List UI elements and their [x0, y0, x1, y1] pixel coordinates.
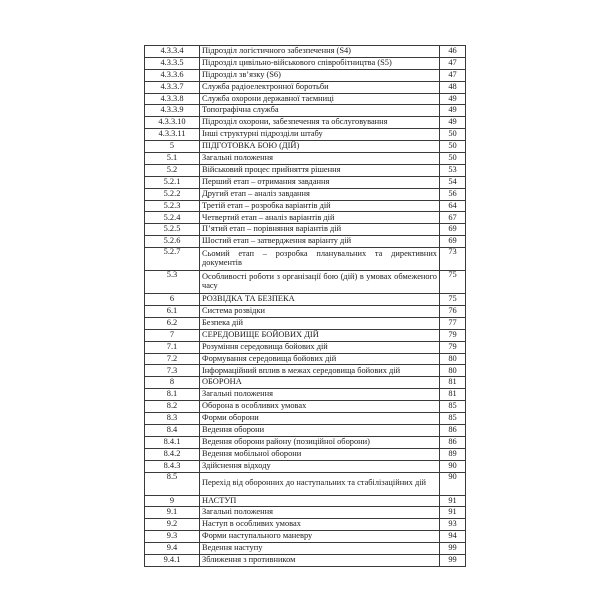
- toc-row: [145, 554, 466, 566]
- toc-page-number: 49: [440, 93, 466, 105]
- toc-row: [145, 248, 466, 271]
- toc-page-number: 75: [440, 271, 466, 294]
- toc-section-title: Другий етап – аналіз завдання: [200, 188, 440, 200]
- toc-page-number: 77: [440, 317, 466, 329]
- toc-section-title: Сьомий етап – розробка планувальних та директивних документів: [200, 248, 440, 271]
- toc-row: [145, 329, 466, 341]
- toc-section-number: 8.1: [145, 389, 200, 401]
- toc-section-title: Зближення з противником: [200, 554, 440, 566]
- toc-row: [145, 472, 466, 495]
- toc-page-number: 47: [440, 69, 466, 81]
- toc-section-number: 9.4.1: [145, 554, 200, 566]
- toc-page-number: 67: [440, 212, 466, 224]
- toc-section-number: 4.3.3.7: [145, 81, 200, 93]
- toc-section-title: Перший етап – отримання завдання: [200, 176, 440, 188]
- toc-page-number: 64: [440, 200, 466, 212]
- toc-page-number: 94: [440, 531, 466, 543]
- toc-row: [145, 294, 466, 306]
- toc-section-title: Підрозділ логістичного забезпечення (S4): [200, 46, 440, 58]
- toc-section-number: 5.2.7: [145, 248, 200, 271]
- toc-row: [145, 200, 466, 212]
- toc-row: [145, 224, 466, 236]
- toc-page-number: 76: [440, 306, 466, 318]
- toc-section-number: 5: [145, 141, 200, 153]
- toc-page-number: 91: [440, 495, 466, 507]
- toc-page-number: 50: [440, 153, 466, 165]
- toc-section-title: Військовий процес прийняття рішення: [200, 164, 440, 176]
- toc-section-title: Загальні положення: [200, 153, 440, 165]
- toc-row: [145, 531, 466, 543]
- toc-section-title: РОЗВІДКА ТА БЕЗПЕКА: [200, 294, 440, 306]
- toc-section-number: 7.1: [145, 341, 200, 353]
- toc-section-title: Ведення оборони району (позиційної оборони): [200, 436, 440, 448]
- toc-section-title: ОБОРОНА: [200, 377, 440, 389]
- toc-section-title: Розуміння середовища бойових дій: [200, 341, 440, 353]
- toc-section-title: Оборона в особливих умовах: [200, 401, 440, 413]
- toc-section-number: 5.2.2: [145, 188, 200, 200]
- toc-section-title: Четвертий етап – аналіз варіантів дій: [200, 212, 440, 224]
- toc-row: [145, 543, 466, 555]
- toc-row: [145, 153, 466, 165]
- toc-section-number: 6: [145, 294, 200, 306]
- toc-page-number: 90: [440, 460, 466, 472]
- toc-section-title: Загальні положення: [200, 507, 440, 519]
- toc-row: [145, 341, 466, 353]
- toc-page-number: 90: [440, 472, 466, 495]
- table-of-contents: [144, 45, 466, 567]
- toc-page-number: 91: [440, 507, 466, 519]
- toc-row: [145, 129, 466, 141]
- toc-row: [145, 176, 466, 188]
- toc-page-number: 93: [440, 519, 466, 531]
- toc-section-number: 5.1: [145, 153, 200, 165]
- toc-page-number: 79: [440, 329, 466, 341]
- toc-page-number: 79: [440, 341, 466, 353]
- toc-row: [145, 519, 466, 531]
- toc-section-number: 8.2: [145, 401, 200, 413]
- toc-page-number: 56: [440, 188, 466, 200]
- toc-page-number: 50: [440, 141, 466, 153]
- toc-section-number: 5.3: [145, 271, 200, 294]
- toc-section-number: 4.3.3.10: [145, 117, 200, 129]
- toc-row: [145, 236, 466, 248]
- toc-row: [145, 495, 466, 507]
- toc-section-title: Інформаційний вплив в межах середовища бойових дій: [200, 365, 440, 377]
- toc-section-title: Формування середовища бойових дій: [200, 353, 440, 365]
- toc-section-title: Служба радіоелектронної боротьби: [200, 81, 440, 93]
- toc-section-title: Ведення наступу: [200, 543, 440, 555]
- toc-row: [145, 436, 466, 448]
- toc-row: [145, 271, 466, 294]
- toc-section-number: 8.4.1: [145, 436, 200, 448]
- toc-section-title: Топографічна служба: [200, 105, 440, 117]
- toc-row: [145, 164, 466, 176]
- toc-section-number: 8.4.3: [145, 460, 200, 472]
- toc-row: [145, 81, 466, 93]
- toc-page-number: 86: [440, 436, 466, 448]
- toc-row: [145, 448, 466, 460]
- toc-section-number: 8.5: [145, 472, 200, 495]
- toc-row: [145, 365, 466, 377]
- toc-section-number: 9.2: [145, 519, 200, 531]
- toc-row: [145, 507, 466, 519]
- toc-page-number: 86: [440, 424, 466, 436]
- toc-section-number: 8.4: [145, 424, 200, 436]
- toc-row: [145, 57, 466, 69]
- toc-page-number: 85: [440, 401, 466, 413]
- toc-section-title: НАСТУП: [200, 495, 440, 507]
- toc-section-number: 7: [145, 329, 200, 341]
- toc-section-number: 9.4: [145, 543, 200, 555]
- toc-section-number: 4.3.3.11: [145, 129, 200, 141]
- toc-section-title: Перехід від оборонних до наступальних та стабілізаційних дій: [200, 472, 440, 495]
- toc-section-title: Безпека дій: [200, 317, 440, 329]
- toc-section-number: 5.2: [145, 164, 200, 176]
- toc-section-number: 8.4.2: [145, 448, 200, 460]
- toc-section-title: Наступ в особливих умовах: [200, 519, 440, 531]
- toc-section-number: 6.2: [145, 317, 200, 329]
- toc-section-title: Третій етап – розробка варіантів дій: [200, 200, 440, 212]
- toc-page-number: 85: [440, 413, 466, 425]
- toc-row: [145, 117, 466, 129]
- toc-section-number: 5.2.4: [145, 212, 200, 224]
- toc-section-number: 5.2.5: [145, 224, 200, 236]
- toc-section-number: 6.1: [145, 306, 200, 318]
- toc-section-number: 7.2: [145, 353, 200, 365]
- toc-page-number: 69: [440, 224, 466, 236]
- toc-section-number: 5.2.6: [145, 236, 200, 248]
- toc-body: [145, 46, 466, 567]
- toc-section-number: 7.3: [145, 365, 200, 377]
- toc-section-title: Форми оборони: [200, 413, 440, 425]
- toc-row: [145, 105, 466, 117]
- toc-page-number: 49: [440, 105, 466, 117]
- toc-section-title: Шостий етап – затвердження варіанту дій: [200, 236, 440, 248]
- toc-section-title: ПІДГОТОВКА БОЮ (ДІЙ): [200, 141, 440, 153]
- toc-row: [145, 413, 466, 425]
- toc-section-title: СЕРЕДОВИЩЕ БОЙОВИХ ДІЙ: [200, 329, 440, 341]
- toc-section-title: Інші структурні підрозділи штабу: [200, 129, 440, 141]
- toc-section-title: Підрозділ цивільно-військового співробітництва (S5): [200, 57, 440, 69]
- toc-section-number: 4.3.3.8: [145, 93, 200, 105]
- toc-row: [145, 141, 466, 153]
- toc-section-title: Особливості роботи з організації бою (дій) в умовах обмеженого часу: [200, 271, 440, 294]
- toc-page-number: 99: [440, 554, 466, 566]
- toc-section-number: 5.2.1: [145, 176, 200, 188]
- toc-section-title: Система розвідки: [200, 306, 440, 318]
- toc-row: [145, 424, 466, 436]
- toc-page-number: 48: [440, 81, 466, 93]
- toc-page-number: 80: [440, 353, 466, 365]
- toc-page-number: 81: [440, 377, 466, 389]
- toc-row: [145, 306, 466, 318]
- toc-row: [145, 188, 466, 200]
- toc-section-title: Форми наступального маневру: [200, 531, 440, 543]
- toc-page-number: 69: [440, 236, 466, 248]
- toc-row: [145, 93, 466, 105]
- toc-section-number: 9.1: [145, 507, 200, 519]
- toc-section-title: Здійснення відходу: [200, 460, 440, 472]
- toc-page-number: 46: [440, 46, 466, 58]
- toc-section-number: 9.3: [145, 531, 200, 543]
- toc-section-number: 4.3.3.4: [145, 46, 200, 58]
- toc-row: [145, 46, 466, 58]
- toc-row: [145, 353, 466, 365]
- toc-page-number: 73: [440, 248, 466, 271]
- toc-section-title: Підрозділ зв’язку (S6): [200, 69, 440, 81]
- toc-section-title: Ведення оборони: [200, 424, 440, 436]
- toc-page-number: 53: [440, 164, 466, 176]
- toc-section-title: П’ятий етап – порівняння варіантів дій: [200, 224, 440, 236]
- toc-section-number: 8: [145, 377, 200, 389]
- toc-section-number: 5.2.3: [145, 200, 200, 212]
- toc-section-title: Підрозділ охорони, забезпечення та обслуговування: [200, 117, 440, 129]
- toc-page-number: 47: [440, 57, 466, 69]
- toc-page-number: 54: [440, 176, 466, 188]
- toc-page-number: 89: [440, 448, 466, 460]
- toc-section-number: 4.3.3.6: [145, 69, 200, 81]
- toc-section-title: Ведення мобільної оборони: [200, 448, 440, 460]
- toc-section-number: 9: [145, 495, 200, 507]
- toc-page-number: 75: [440, 294, 466, 306]
- toc-page-number: 80: [440, 365, 466, 377]
- toc-row: [145, 212, 466, 224]
- toc-page-number: 49: [440, 117, 466, 129]
- toc-page-number: 50: [440, 129, 466, 141]
- toc-row: [145, 317, 466, 329]
- toc-row: [145, 401, 466, 413]
- toc-row: [145, 389, 466, 401]
- toc-section-number: 4.3.3.9: [145, 105, 200, 117]
- toc-section-number: 4.3.3.5: [145, 57, 200, 69]
- toc-row: [145, 69, 466, 81]
- toc-section-number: 8.3: [145, 413, 200, 425]
- toc-section-title: Служба охорони державної таємниці: [200, 93, 440, 105]
- toc-page-number: 81: [440, 389, 466, 401]
- toc-row: [145, 377, 466, 389]
- toc-page-number: 99: [440, 543, 466, 555]
- toc-section-title: Загальні положення: [200, 389, 440, 401]
- toc-row: [145, 460, 466, 472]
